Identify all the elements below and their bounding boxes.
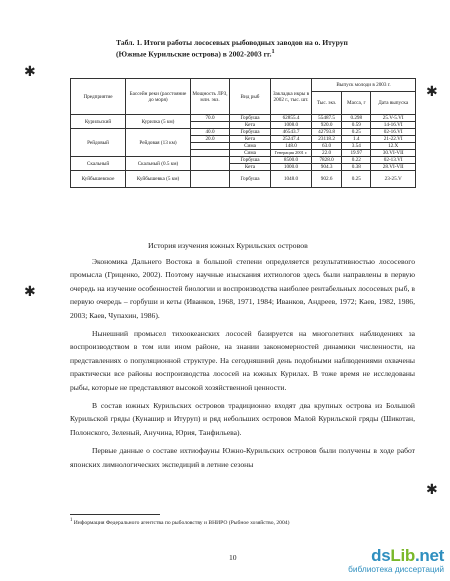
cell-mass: 0.25: [342, 129, 371, 136]
cell-enterprise: Скальный: [71, 157, 126, 171]
cell-basin: Куйбышевка (5 км): [126, 171, 191, 188]
cell-thousand: 22.0: [312, 150, 342, 157]
cell-capacity: [191, 150, 230, 157]
cell-mass: 19.97: [342, 150, 371, 157]
cell-mass: 0.22: [342, 157, 371, 164]
cell-species: Горбуша: [230, 115, 271, 122]
cell-eggs: 1008.0: [271, 122, 312, 129]
cell-mass: 1.4: [342, 136, 371, 143]
cell-date: 23-25.V: [371, 171, 416, 188]
header-species: Вид рыб: [230, 79, 271, 115]
scan-speck: ✱: [426, 483, 438, 498]
cell-thousand: 7828.0: [312, 157, 342, 164]
cell-mass: 0.38: [342, 164, 371, 171]
cell-eggs: Генерация 2001 г.: [271, 150, 312, 157]
hatchery-results-table: [70, 78, 416, 188]
table-row: [71, 115, 416, 122]
cell-eggs: 1000.0: [271, 164, 312, 171]
header-basin: Бассейн реки (расстояние до моря): [126, 79, 191, 115]
table-row: [71, 171, 416, 188]
scan-speck: ✱: [426, 85, 438, 100]
dslib-watermark[interactable]: [334, 546, 444, 574]
cell-thousand: 23118.2: [312, 136, 342, 143]
table-caption-line2: (Южные Курильские острова) в 2002-2003 гг.$^1$: [116, 48, 275, 59]
cell-capacity: [191, 157, 230, 171]
footnote-divider: [70, 514, 160, 515]
cell-date: 12.X: [371, 143, 416, 150]
cell-species: Кета: [230, 122, 271, 129]
cell-thousand: 42793.8: [312, 129, 342, 136]
header-thousand: Тыс. экз.: [312, 92, 342, 115]
cell-thousand: 902.6: [312, 171, 342, 188]
cell-eggs: 8500.0: [271, 157, 312, 164]
cell-date: 02-13.VI: [371, 157, 416, 164]
cell-species: Сима: [230, 143, 271, 150]
cell-species: Сима: [230, 150, 271, 157]
scan-speck: ✱: [24, 285, 36, 300]
cell-basin: Рейдовая (13 км): [126, 129, 191, 157]
cell-date: 21-22.VI: [371, 136, 416, 143]
cell-capacity: 20.0: [191, 136, 230, 143]
table-caption: [116, 38, 431, 59]
cell-mass: 3.54: [342, 143, 371, 150]
cell-date: 28.VI-VII: [371, 164, 416, 171]
footnote: [70, 518, 289, 526]
paragraph: В состав южных Курильских островов традиционно входят два крупных острова из Большой Курильской гряды (Кунашир и Итуруп) и ряд небольших островов Малой Курильской гряды (Шикотан, Полонского, Зеленый, Анучина, Юрия, Танфильева).: [70, 401, 415, 437]
dslib-subtitle: библиотека диссертаций: [348, 564, 444, 574]
cell-species: Горбуша: [230, 157, 271, 164]
cell-enterprise: Курильский: [71, 115, 126, 129]
header-egg-laying: Закладка икры в 2002 г., тыс. шт.: [271, 79, 312, 115]
cell-eggs: 148.0: [271, 143, 312, 150]
cell-mass: 0.25: [342, 171, 371, 188]
section-heading: История изучения южных Курильских островов: [148, 241, 308, 250]
cell-mass: 0.59: [342, 122, 371, 129]
dslib-logo[interactable]: dsLib.net: [371, 546, 444, 565]
cell-enterprise: Рейдовый: [71, 129, 126, 157]
table-row: [71, 129, 416, 136]
paragraph: Нынешний промысел тихоокеанских лососей базируется на многолетних наблюдениях за воспроизводством в том или ином районе, на знании закономерностей динамики численности, на представлениях о популяционной структуре. На сегодняшний день подобными наблюдениями охвачены практически все районы воспроизводства лососей на южных Курилах. В тоже время не исследованы рыбы, которые не представляют высокой хозяйственной ценности.: [70, 329, 415, 392]
footnote-mark: 1: [70, 518, 73, 523]
cell-mass: 0.298: [342, 115, 371, 122]
cell-capacity: 70.0: [191, 115, 230, 122]
table-row: [71, 157, 416, 164]
cell-capacity: [191, 171, 230, 188]
cell-capacity: [191, 122, 230, 129]
scan-speck: ✱: [24, 65, 36, 80]
cell-basin: Скальный (0.5 км): [126, 157, 191, 171]
cell-species: Горбуша: [230, 129, 271, 136]
header-mass: Масса, г: [342, 92, 371, 115]
footnote-ref: 1: [271, 48, 275, 55]
body-text: [70, 255, 415, 476]
paragraph: Первые данные о составе ихтиофауны Южно-Курильских островов были получены в ходе работ японских лимнологических экспедиций в летние сезоны: [70, 446, 415, 469]
cell-species: Кета: [230, 136, 271, 143]
paragraph: Экономика Дальнего Востока в большой степени определяется результативностью лососевого промысла (Гриценко, 2002). Поэтому научные изыскания ихтиологов здесь были направлены в первую очередь на изучение особенностей биологии и воспроизводства наиболее рентабельных лососевых рыб, в первую очередь – горбуши и кеты (Иванков, 1968, 1971, 1984; Иванков, Андреев, 1972; Каев, 1982, 1986, 2003; Каев, Чупахин, 1986).: [70, 257, 415, 320]
cell-basin: Курилка (5 км): [126, 115, 191, 129]
cell-eggs: 25247.4: [271, 136, 312, 143]
cell-thousand: 55487.5: [312, 115, 342, 122]
header-release-date: Дата выпуска: [371, 92, 416, 115]
cell-date: 25.V-5.VI: [371, 115, 416, 122]
cell-capacity: 40.0: [191, 129, 230, 136]
header-enterprise: Предприятие: [71, 79, 126, 115]
cell-eggs: 1048.0: [271, 171, 312, 188]
header-capacity: Мощность ЛРЗ, млн. экз.: [191, 79, 230, 115]
cell-thousand: 904.3: [312, 164, 342, 171]
cell-capacity: [191, 143, 230, 150]
cell-thousand: 920.0: [312, 122, 342, 129]
cell-thousand: 63.0: [312, 143, 342, 150]
footnote-text: Информация Федерального агентства по рыболовству и ВНИРО (Рыбное хозяйство, 2004): [73, 519, 290, 526]
table-caption-line1: Табл. 1. Итоги работы лососевых рыбоводных заводов на о. Итуруп: [116, 38, 348, 47]
cell-date: 30.VI-VII: [371, 150, 416, 157]
cell-date: 14-16.VI: [371, 122, 416, 129]
cell-species: Горбуша: [230, 171, 271, 188]
cell-species: Кета: [230, 164, 271, 171]
cell-enterprise: Куйбышевское: [71, 171, 126, 188]
cell-eggs: 46543.7: [271, 129, 312, 136]
cell-date: 02-16.VI: [371, 129, 416, 136]
header-release-group: Выпуск молоди в 2003 г.: [312, 79, 416, 92]
page-number: 10: [229, 553, 237, 562]
cell-eggs: 62855.4: [271, 115, 312, 122]
